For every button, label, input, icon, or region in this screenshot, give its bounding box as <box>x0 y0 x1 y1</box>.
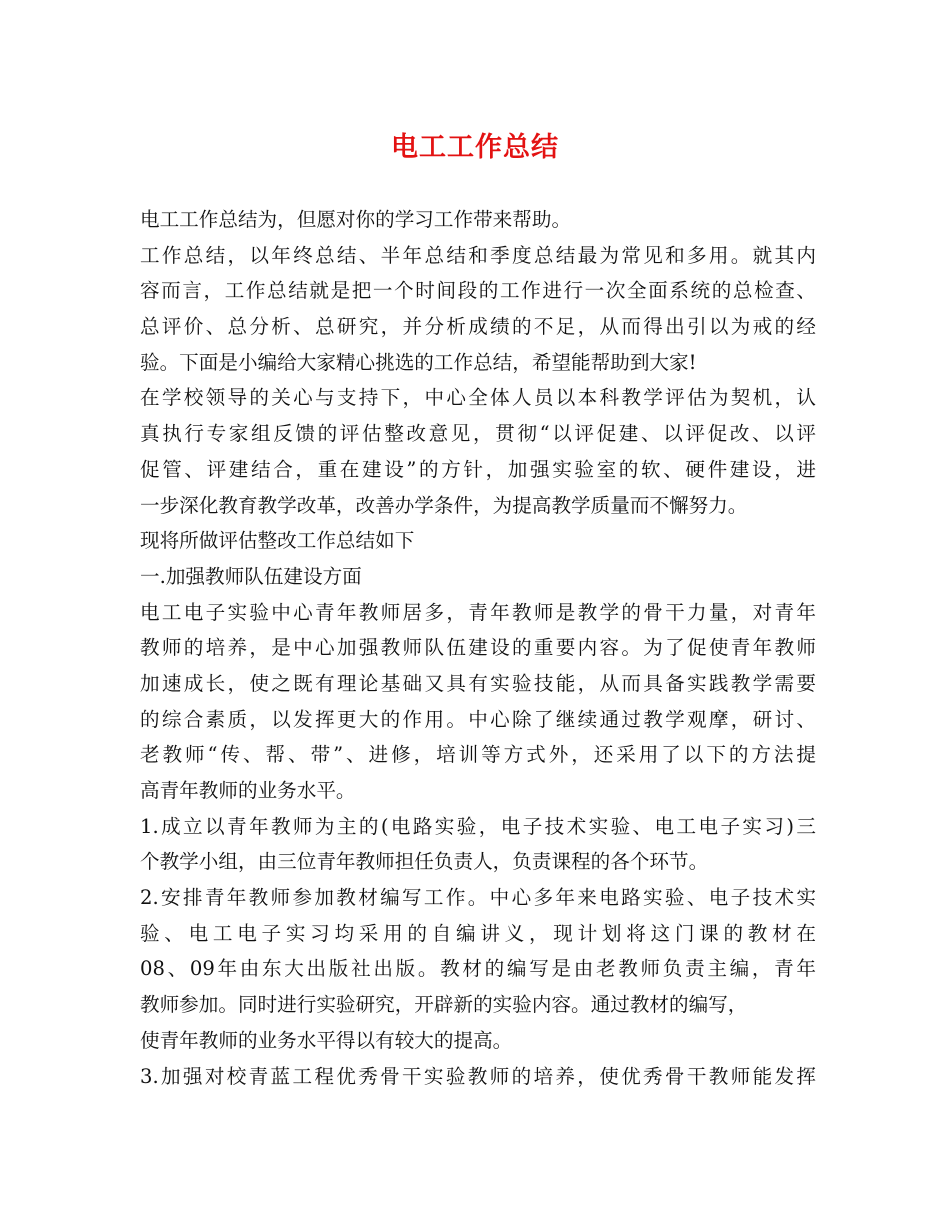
text-line: 电工工作总结为，但愿对你的学习工作带来帮助。 <box>140 208 572 231</box>
text-line: 电工电子实验中心青年教师居多，青年教师是教学的骨干力量，对青年 <box>140 600 816 624</box>
text-line: 使青年教师的业务水平得以有较大的提高。 <box>140 1028 513 1052</box>
text-line: 促管、评建结合，重在建设”的方针，加强实验室的软、硬件建设，进 <box>140 457 816 481</box>
text-line: 1.成立以青年教师为主的(电路实验，电子技术实验、电工电子实习)三 <box>140 814 816 838</box>
text-line: 验、电工电子实习均采用的自编讲义，现计划将这门课的教材在 <box>140 921 816 945</box>
text-line: 2.安排青年教师参加教材编写工作。中心多年来电路实验、电子技术实 <box>140 886 816 910</box>
text-line: 高青年教师的业务水平。 <box>140 779 356 802</box>
text-line: 的综合素质，以发挥更大的作用。中心除了继续通过教学观摩，研讨、 <box>140 707 816 731</box>
text-line: 一步深化教育教学改革，改善办学条件，为提高教学质量而不懈努力。 <box>140 493 748 517</box>
text-line: 老教师“传、帮、带”、进修，培训等方式外，还采用了以下的方法提 <box>140 743 816 767</box>
document-body <box>140 202 816 1094</box>
text-line: 总评价、总分析、总研究，并分析成绩的不足，从而得出引以为戒的经 <box>140 315 816 339</box>
section-heading: 一.加强教师队伍建设方面 <box>140 564 362 588</box>
text-line: 在学校领导的关心与支持下，中心全体人员以本科教学评估为契机，认 <box>140 386 816 410</box>
text-line: 现将所做评估整改工作总结如下 <box>140 529 415 553</box>
text-line: 教师参加。同时进行实验研究，开辟新的实验内容。通过教材的编写， <box>140 993 748 1017</box>
text-line: 3.加强对校青蓝工程优秀骨干实验教师的培养，使优秀骨干教师能发挥 <box>140 1064 816 1088</box>
text-line: 容而言，工作总结就是把一个时间段的工作进行一次全面系统的总检查、 <box>140 279 816 303</box>
text-line: 教师的培养，是中心加强教师队伍建设的重要内容。为了促使青年教师 <box>140 636 816 660</box>
text-line: 验。下面是小编给大家精心挑选的工作总结，希望能帮助到大家! <box>140 350 697 374</box>
document-title: 电工工作总结 <box>391 132 559 163</box>
text-line: 真执行专家组反馈的评估整改意见，贯彻“以评促建、以评促改、以评 <box>140 422 816 446</box>
text-line: 个教学小组，由三位青年教师担任负责人，负责课程的各个环节。 <box>140 850 709 874</box>
text-line: 08、09年由东大出版社出版。教材的编写是由老教师负责主编，青年 <box>140 957 816 981</box>
text-line: 工作总结，以年终总结、半年总结和季度总结最为常见和多用。就其内 <box>140 243 816 267</box>
text-line: 加速成长，使之既有理论基础又具有实验技能，从而具备实践教学需要 <box>140 671 816 695</box>
